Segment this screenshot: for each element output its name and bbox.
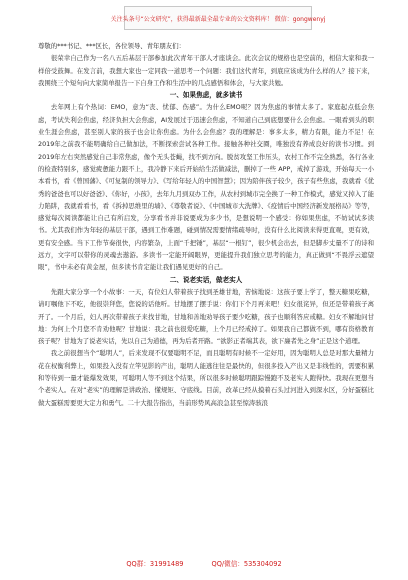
paragraph: 很荣幸自己作为一名八五后基层干部参加此次青年干部人才座谈会。此次会议的规格也是空前的，相信大家和我一样倍受鼓舞。在发言前，我想大家也一定同我一道思考一个问题：我们这代青年，到底应该成为什么样的人？接下来，我围绕三个短句向大家简单报告一下自身工作和生活中的几点感悟和体会，与大家共勉。 <box>38 54 374 87</box>
footer <box>0 558 408 570</box>
section-heading: 一、如果焦虑，就多读书 <box>169 91 243 100</box>
section-heading: 二、说老实话，做老实人 <box>169 275 243 284</box>
footer-qq-wechat: QQ/微信：535304092 <box>211 560 282 568</box>
document-content <box>38 52 374 409</box>
footer-qq-group: QQ群：31991489 <box>126 560 184 568</box>
banner-text: 关注头条号“公文研究”，获得最新最全最专业的公文资料库！ 微信：gongwenyj <box>110 15 326 23</box>
paragraph: 我之前很想当个“聪明人”，后来发现不仅要聪明不足，而且聪明有时候不一定好用，因为聪明人总是对那大量精力花在权衡利弊上，如果投入没有立竿见影的产出，聪明人能逃往往是最快的，但很多投入产出又是非线性的，需要积累和等待到一量才能爆发效果，可聪明人等不到这个结果，所以很多时候聪明跟踪慢跑不及老实人跑得快。我现在更想当个老实人。在对“老实”的理解是讲政治、懂规矩、守底线。目前，改革已经从摸着石头过河进入到深水区，分好蛋糕比做大蛋糕需要更大定力和勇气。二十大报告指出，当前形势风高浪急甚至惊涛骇浪 <box>38 349 374 407</box>
paragraph: 去年网上有个热词：EMO，意为“丧、忧郁、伤感”。为什么EMO呢？因为焦虑的事情太多了。家庭起点低会焦虑，考试失利会焦虑，经济负担大会焦虑，AI发展过于迅速会焦虑，不知道自己到底想要什么会焦虑。一眼看到头的职业生涯会焦虑，甚至别人家的孩子也会让你焦虑。为什么会焦虑？我的理解是：事多太多，精力有限，能力不足！在2019年之前我不能明确给自己做加法，不断探索尝试各种工作。接触各种社交圈，唯独没有养成良好的读书习惯。到2019年左右突然感觉自己非常焦虑，像个无头苍蝇，找不到方向。脱贫攻坚工作压头，农村工作不完全熟悉，各行各业的检查特别多，感觉疲惫能力跟不上，我冷静下来后开始给生活做减法，删掉了一些 APP，戒掉了游戏，开始每天一小本看书，看《曾国藩》、《可复制的领导力》、《写给年轻人的中国智慧》；因为陪伴孩子较少，孩子有些焦虑，我就看《优秀的爸爸也可以好爸爸》、《你好，小孩》，去年九月到双办工作，从农村到城市完全换了一种工作模式，感觉又掉入了能力陷阱，我就看看书，看《拆掉思维里的墙》、《尊敬者说》、《中国城市大洗牌》、《疫情后中国经济新发展格局》等等，感觉每次阅读都能让自己有所启发，分享看书并非说要成为多少书，是想说明一个感受：你如果焦虑，不妨试试多读书。尤其我们作为年轻的基层干部，遇到工作难题，碰到情况需要情绪疏导时，没有什么比阅读来得更直观，更有效，更有安全感。当下工作节奏很快，内容繁杂，上面“千把锤”，基层“一根钉”，很少机会出去，但是脚步丈量不了的诗和远方，文字可以带你的灵魂去遨游。多读书一定能开阔眼界，更能提升我们独立思考的能力，真正做到“不畏浮云遮望眼”，书中未必有黄金屋，但多读书肯定能让我们遇见更好的自己。 <box>38 103 374 272</box>
paragraph: 先跟大家分享一个小故事：一天，有位妇人带着孩子找到圣雄甘地，苦恼地说：这孩子要上学了，整天糖果吃糖，请叮嘱他下不吃，他很崇拜您，您说的话他听。甘地摆了摆手说：你们下个月再来吧！妇女很诧异，但还是带着孩子离开了。一个月后，妇人再次带着孩子来找甘地，甘地和善地劝导孩子要少吃糖，孩子也顺利答应戒糖。妇女不解地问甘地：为何上个月您不肯劝他呢？甘地说：我之前也很爱吃糖，上个月已经戒掉了。如果我自己都做不到，哪有资格教育孩子呢？甘地为了说老实话，先以自己为道德，再为后者开路。“欲影正者端其表，欲下廉者先之身”正是这个道理。 <box>38 287 374 346</box>
document-body <box>38 40 374 550</box>
header-banner <box>110 6 326 30</box>
greeting: 尊敬的***书记、***区长，各位领导、青年朋友们： <box>38 42 185 50</box>
